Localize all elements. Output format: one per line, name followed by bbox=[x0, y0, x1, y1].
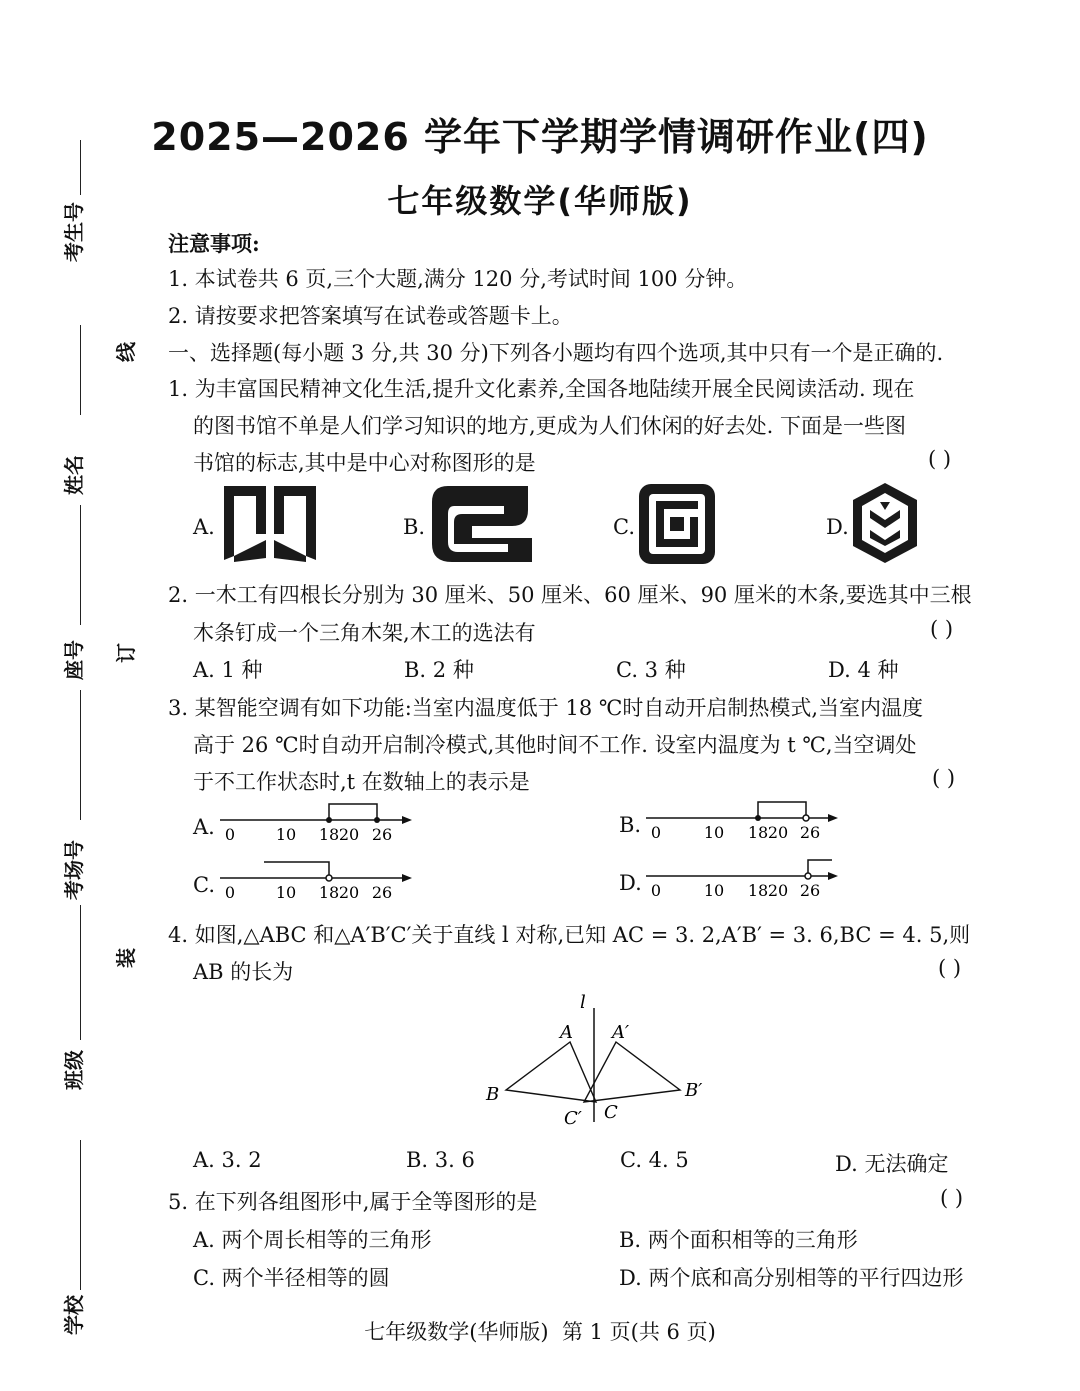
number-line-a bbox=[216, 800, 416, 846]
sidebar-line bbox=[80, 325, 81, 415]
q4-option-b: B. 3. 6 bbox=[406, 1148, 475, 1172]
q5-option-d: D. 两个底和高分别相等的平行四边形 bbox=[619, 1266, 964, 1290]
question-2-line: 木条钉成一个三角木架,木工的选法有 bbox=[193, 621, 536, 645]
tick-label: 18 bbox=[747, 823, 769, 842]
tick-label: 26 bbox=[371, 825, 393, 844]
page-title: 2025—2026 学年下学期学情调研作业(四) bbox=[151, 115, 929, 159]
q1-option-d-label: D. bbox=[826, 515, 849, 539]
sidebar-label-name: 姓名 bbox=[62, 455, 86, 495]
sidebar-label-school: 学校 bbox=[62, 1295, 86, 1335]
answer-blank: ( ) bbox=[940, 1186, 964, 1210]
q1-option-c-label: C. bbox=[613, 515, 635, 539]
q4-option-a: A. 3. 2 bbox=[193, 1148, 262, 1172]
sidebar-mark-bound: 装 bbox=[114, 948, 138, 968]
library-logo-b bbox=[428, 482, 536, 566]
tick-label: 26 bbox=[799, 823, 821, 842]
page-subtitle: 七年级数学(华师版) bbox=[387, 182, 693, 220]
sidebar-line bbox=[80, 905, 81, 1040]
q5-option-a: A. 两个周长相等的三角形 bbox=[193, 1228, 432, 1252]
vertex-c1-label: C′ bbox=[564, 1108, 582, 1129]
notice-heading: 注意事项: bbox=[168, 231, 260, 256]
line-l-label: l bbox=[580, 994, 586, 1013]
question-3-line: 高于 26 ℃时自动开启制冷模式,其他时间不工作. 设室内温度为 t ℃,当空调处 bbox=[193, 733, 917, 757]
q3-option-a-label: A. bbox=[193, 815, 215, 839]
sidebar-line bbox=[80, 505, 81, 625]
question-5-line: 5. 在下列各组图形中,属于全等图形的是 bbox=[168, 1190, 538, 1214]
answer-blank: ( ) bbox=[928, 447, 952, 471]
tick-label: 10 bbox=[703, 881, 725, 900]
q5-option-c: C. 两个半径相等的圆 bbox=[193, 1266, 390, 1290]
sidebar-label-student-id: 考生号 bbox=[62, 202, 86, 262]
tick-label: 0 bbox=[224, 883, 236, 902]
q5-option-b: B. 两个面积相等的三角形 bbox=[619, 1228, 858, 1252]
vertex-b1-label: B′ bbox=[685, 1080, 703, 1101]
number-line-b bbox=[642, 798, 842, 844]
tick-label: 18 bbox=[318, 883, 340, 902]
section-heading: 一、选择题(每小题 3 分,共 30 分)下列各小题均有四个选项,其中只有一个是正确的. bbox=[168, 341, 944, 365]
tick-label: 20 bbox=[338, 825, 360, 844]
library-logo-c bbox=[636, 481, 718, 567]
answer-blank: ( ) bbox=[930, 617, 954, 641]
tick-label: 0 bbox=[224, 825, 236, 844]
sidebar-mark-line: 线 bbox=[114, 342, 138, 362]
sidebar-label-exam-room: 考场号 bbox=[62, 840, 86, 900]
number-line-d bbox=[642, 856, 842, 902]
sidebar-label-seat: 座号 bbox=[62, 640, 86, 680]
tick-label: 20 bbox=[338, 883, 360, 902]
sidebar-mark-bind: 订 bbox=[114, 643, 138, 663]
tick-label: 0 bbox=[650, 823, 662, 842]
q1-option-b-label: B. bbox=[403, 515, 426, 539]
tick-label: 10 bbox=[703, 823, 725, 842]
vertex-a1-label: A′ bbox=[612, 1022, 630, 1043]
vertex-c-label: C bbox=[604, 1102, 618, 1123]
number-line-c bbox=[216, 858, 416, 904]
q4-option-c: C. 4. 5 bbox=[620, 1148, 689, 1172]
question-1-line: 1. 为丰富国民精神文化生活,提升文化素养,全国各地陆续开展全民阅读活动. 现在 bbox=[168, 377, 915, 401]
question-1-line: 的图书馆不单是人们学习知识的地方,更成为人们休闲的好去处. 下面是一些图 bbox=[193, 414, 907, 438]
library-logo-d bbox=[850, 480, 920, 566]
q3-option-c-label: C. bbox=[193, 873, 215, 897]
q2-option-c: C. 3 种 bbox=[616, 658, 686, 682]
q3-option-b-label: B. bbox=[619, 813, 642, 837]
answer-blank: ( ) bbox=[938, 956, 962, 980]
q3-option-d-label: D. bbox=[619, 871, 642, 895]
question-3-line: 于不工作状态时,t 在数轴上的表示是 bbox=[193, 770, 530, 794]
question-4-line: 4. 如图,△ABC 和△A′B′C′关于直线 l 对称,已知 AC = 3. 2,A′B′ = 3. 6,BC = 4. 5,则 bbox=[168, 923, 971, 947]
tick-label: 10 bbox=[275, 883, 297, 902]
tick-label: 20 bbox=[767, 823, 789, 842]
sidebar-line bbox=[80, 1140, 81, 1290]
triangle-symmetry-figure bbox=[480, 994, 720, 1130]
q2-option-a: A. 1 种 bbox=[193, 658, 263, 682]
sidebar-label-class: 班级 bbox=[62, 1050, 86, 1090]
answer-blank: ( ) bbox=[932, 766, 956, 790]
tick-label: 18 bbox=[318, 825, 340, 844]
vertex-a-label: A bbox=[560, 1022, 573, 1043]
question-4-line: AB 的长为 bbox=[193, 960, 294, 984]
q2-option-b: B. 2 种 bbox=[404, 658, 474, 682]
tick-label: 0 bbox=[650, 881, 662, 900]
tick-label: 26 bbox=[371, 883, 393, 902]
sidebar-line bbox=[80, 690, 81, 820]
sidebar-line bbox=[80, 140, 81, 195]
question-1-line: 书馆的标志,其中是中心对称图形的是 bbox=[193, 451, 536, 475]
question-3-line: 3. 某智能空调有如下功能:当室内温度低于 18 ℃时自动开启制热模式,当室内温度 bbox=[168, 696, 924, 720]
q2-option-d: D. 4 种 bbox=[828, 658, 899, 682]
question-2-line: 2. 一木工有四根长分别为 30 厘米、50 厘米、60 厘米、90 厘米的木条,要选其中三根 bbox=[168, 583, 972, 607]
tick-label: 10 bbox=[275, 825, 297, 844]
page-footer: 七年级数学(华师版) 第 1 页(共 6 页) bbox=[364, 1320, 716, 1344]
library-logo-a bbox=[218, 482, 322, 564]
notice-item: 1. 本试卷共 6 页,三个大题,满分 120 分,考试时间 100 分钟。 bbox=[168, 267, 748, 291]
tick-label: 26 bbox=[799, 881, 821, 900]
q1-option-a-label: A. bbox=[193, 515, 215, 539]
notice-item: 2. 请按要求把答案填写在试卷或答题卡上。 bbox=[168, 304, 573, 328]
tick-label: 18 bbox=[747, 881, 769, 900]
q4-option-d: D. 无法确定 bbox=[835, 1152, 949, 1176]
tick-label: 20 bbox=[767, 881, 789, 900]
vertex-b-label: B bbox=[486, 1084, 500, 1105]
